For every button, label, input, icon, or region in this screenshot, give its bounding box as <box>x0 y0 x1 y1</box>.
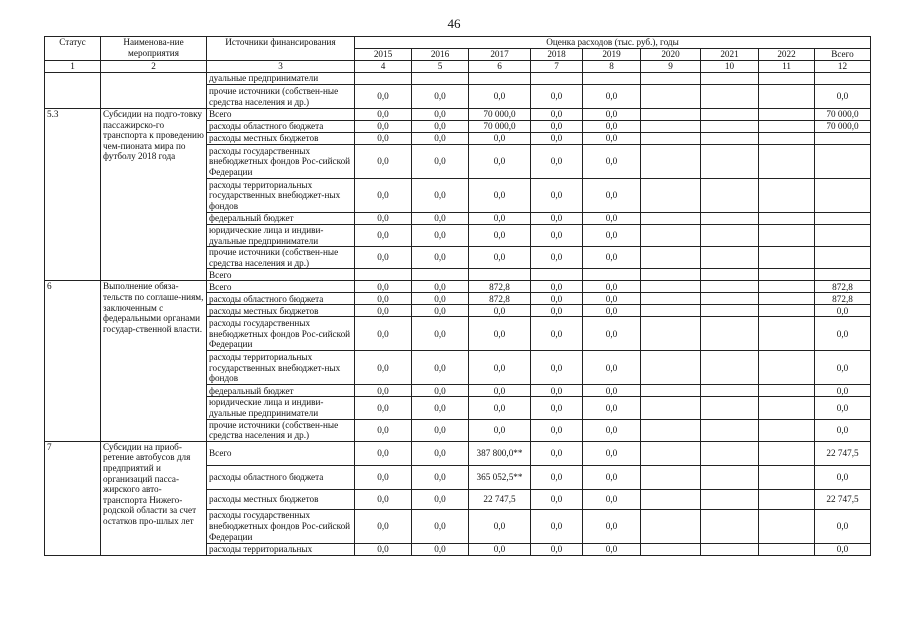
source-cell: расходы местных бюджетов <box>207 133 355 145</box>
source-cell: расходы государственных внебюджетных фондов Рос-сийской Федерации <box>207 317 355 351</box>
header-name: Наименова-ние мероприятия <box>101 37 207 61</box>
value-cell <box>815 247 871 269</box>
activity-name: Субсидии на приоб-ретение автобусов для предприятий и организаций пасса-жирского авто-транспорта Нижего-родской области за счет остатков про-шлых лет <box>101 441 207 555</box>
value-cell <box>701 145 759 179</box>
value-cell: 0,0 <box>815 85 871 109</box>
value-cell <box>641 281 701 293</box>
value-cell: 0,0 <box>412 489 469 509</box>
value-cell <box>759 121 815 133</box>
value-cell <box>641 351 701 385</box>
value-cell <box>701 489 759 509</box>
value-cell: 0,0 <box>412 121 469 133</box>
value-cell: 0,0 <box>531 509 583 543</box>
value-cell: 22 747,5 <box>815 489 871 509</box>
value-cell <box>759 317 815 351</box>
value-cell <box>701 133 759 145</box>
value-cell: 0,0 <box>412 179 469 213</box>
value-cell: 0,0 <box>583 225 641 247</box>
header-year: Всего <box>815 49 871 61</box>
value-cell <box>759 385 815 397</box>
value-cell: 0,0 <box>531 145 583 179</box>
value-cell <box>815 213 871 225</box>
value-cell <box>759 269 815 281</box>
value-cell: 0,0 <box>531 441 583 465</box>
value-cell <box>701 465 759 489</box>
column-numbers-row <box>45 61 871 73</box>
value-cell: 872,8 <box>469 281 531 293</box>
value-cell <box>701 281 759 293</box>
value-cell <box>641 489 701 509</box>
value-cell: 0,0 <box>355 385 412 397</box>
value-cell: 0,0 <box>355 489 412 509</box>
value-cell: 0,0 <box>583 441 641 465</box>
value-cell <box>641 247 701 269</box>
value-cell: 0,0 <box>583 281 641 293</box>
header-year: 2022 <box>759 49 815 61</box>
value-cell: 0,0 <box>531 121 583 133</box>
value-cell: 0,0 <box>583 509 641 543</box>
value-cell: 0,0 <box>531 419 583 441</box>
value-cell <box>759 133 815 145</box>
value-cell: 0,0 <box>355 419 412 441</box>
value-cell: 0,0 <box>531 85 583 109</box>
value-cell: 0,0 <box>412 543 469 555</box>
value-cell <box>759 281 815 293</box>
value-cell: 0,0 <box>815 465 871 489</box>
value-cell <box>759 213 815 225</box>
source-cell: Всего <box>207 281 355 293</box>
value-cell: 0,0 <box>583 351 641 385</box>
value-cell: 0,0 <box>412 397 469 419</box>
table-body <box>45 37 871 556</box>
value-cell <box>701 351 759 385</box>
value-cell: 0,0 <box>355 305 412 317</box>
value-cell: 0,0 <box>583 305 641 317</box>
value-cell: 0,0 <box>412 305 469 317</box>
value-cell <box>701 317 759 351</box>
source-cell: юридические лица и индиви-дуальные предприниматели <box>207 225 355 247</box>
value-cell: 0,0 <box>355 293 412 305</box>
value-cell: 0,0 <box>355 351 412 385</box>
column-number: 11 <box>759 61 815 73</box>
value-cell <box>355 73 412 85</box>
column-number: 8 <box>583 61 641 73</box>
value-cell: 0,0 <box>412 85 469 109</box>
value-cell: 70 000,0 <box>469 109 531 121</box>
source-cell: расходы территориальных государственных внебюджет-ных фондов <box>207 179 355 213</box>
source-cell: федеральный бюджет <box>207 213 355 225</box>
column-number: 2 <box>101 61 207 73</box>
value-cell <box>759 73 815 85</box>
value-cell <box>701 73 759 85</box>
source-cell: Всего <box>207 109 355 121</box>
value-cell <box>815 179 871 213</box>
financing-table <box>44 36 871 556</box>
value-cell: 0,0 <box>355 85 412 109</box>
value-cell <box>531 269 583 281</box>
value-cell: 0,0 <box>583 85 641 109</box>
value-cell: 0,0 <box>355 133 412 145</box>
header-year: 2015 <box>355 49 412 61</box>
table-row <box>45 281 871 293</box>
value-cell: 0,0 <box>815 419 871 441</box>
source-cell: расходы государственных внебюджетных фондов Рос-сийской Федерации <box>207 509 355 543</box>
value-cell: 0,0 <box>469 145 531 179</box>
value-cell <box>759 489 815 509</box>
value-cell <box>815 73 871 85</box>
value-cell <box>759 225 815 247</box>
value-cell: 0,0 <box>412 145 469 179</box>
header-year: 2017 <box>469 49 531 61</box>
value-cell: 0,0 <box>355 213 412 225</box>
value-cell: 387 800,0** <box>469 441 531 465</box>
value-cell <box>641 133 701 145</box>
value-cell <box>641 465 701 489</box>
value-cell <box>641 145 701 179</box>
value-cell: 70 000,0 <box>815 109 871 121</box>
value-cell <box>759 293 815 305</box>
value-cell <box>469 73 531 85</box>
value-cell: 0,0 <box>815 385 871 397</box>
source-cell: расходы местных бюджетов <box>207 489 355 509</box>
value-cell <box>759 247 815 269</box>
value-cell <box>759 351 815 385</box>
value-cell: 0,0 <box>469 305 531 317</box>
status-cell: 7 <box>45 441 101 555</box>
column-number: 12 <box>815 61 871 73</box>
value-cell: 0,0 <box>815 509 871 543</box>
value-cell <box>641 317 701 351</box>
value-cell: 0,0 <box>531 465 583 489</box>
value-cell: 0,0 <box>815 317 871 351</box>
value-cell <box>641 419 701 441</box>
header-estimate: Оценка расходов (тыс. руб.), годы <box>355 37 871 49</box>
value-cell <box>701 179 759 213</box>
value-cell <box>759 419 815 441</box>
source-cell: расходы областного бюджета <box>207 465 355 489</box>
source-cell: дуальные предприниматели <box>207 73 355 85</box>
value-cell: 872,8 <box>815 281 871 293</box>
value-cell <box>815 145 871 179</box>
value-cell: 0,0 <box>412 213 469 225</box>
value-cell <box>815 133 871 145</box>
value-cell: 0,0 <box>531 247 583 269</box>
value-cell <box>641 293 701 305</box>
value-cell: 0,0 <box>412 441 469 465</box>
value-cell: 0,0 <box>469 133 531 145</box>
value-cell <box>701 543 759 555</box>
value-cell <box>641 179 701 213</box>
value-cell <box>815 225 871 247</box>
value-cell: 0,0 <box>412 317 469 351</box>
value-cell: 0,0 <box>469 351 531 385</box>
value-cell <box>701 269 759 281</box>
source-cell: прочие источники (собствен-ные средства населения и др.) <box>207 419 355 441</box>
status-cell <box>45 73 101 109</box>
column-number: 1 <box>45 61 101 73</box>
value-cell: 0,0 <box>815 351 871 385</box>
value-cell <box>701 305 759 317</box>
value-cell <box>641 225 701 247</box>
value-cell <box>701 85 759 109</box>
value-cell <box>759 397 815 419</box>
value-cell <box>641 397 701 419</box>
table-row <box>45 73 871 85</box>
value-cell: 0,0 <box>412 465 469 489</box>
value-cell: 0,0 <box>531 305 583 317</box>
value-cell <box>641 543 701 555</box>
value-cell <box>641 85 701 109</box>
value-cell: 0,0 <box>583 385 641 397</box>
value-cell: 0,0 <box>355 397 412 419</box>
column-number: 7 <box>531 61 583 73</box>
value-cell <box>701 509 759 543</box>
table-row <box>45 109 871 121</box>
value-cell: 872,8 <box>815 293 871 305</box>
header-year: 2019 <box>583 49 641 61</box>
status-cell: 6 <box>45 281 101 441</box>
source-cell: прочие источники (собствен-ные средства населения и др.) <box>207 247 355 269</box>
header-year: 2020 <box>641 49 701 61</box>
value-cell <box>701 293 759 305</box>
page-number: 46 <box>447 16 461 31</box>
value-cell: 0,0 <box>531 385 583 397</box>
column-number: 6 <box>469 61 531 73</box>
value-cell: 0,0 <box>531 489 583 509</box>
value-cell <box>641 509 701 543</box>
value-cell <box>815 269 871 281</box>
value-cell: 0,0 <box>583 489 641 509</box>
value-cell: 0,0 <box>469 543 531 555</box>
value-cell: 0,0 <box>815 397 871 419</box>
value-cell: 70 000,0 <box>815 121 871 133</box>
value-cell: 0,0 <box>469 385 531 397</box>
source-cell: прочие источники (собствен-ные средства населения и др.) <box>207 85 355 109</box>
value-cell <box>759 465 815 489</box>
value-cell: 0,0 <box>355 509 412 543</box>
value-cell <box>701 247 759 269</box>
value-cell: 0,0 <box>583 133 641 145</box>
value-cell: 0,0 <box>815 543 871 555</box>
value-cell <box>759 509 815 543</box>
value-cell: 0,0 <box>583 397 641 419</box>
value-cell: 0,0 <box>412 225 469 247</box>
value-cell: 0,0 <box>583 293 641 305</box>
column-number: 10 <box>701 61 759 73</box>
value-cell: 0,0 <box>583 145 641 179</box>
value-cell: 0,0 <box>355 317 412 351</box>
value-cell: 0,0 <box>531 317 583 351</box>
value-cell: 22 747,5 <box>815 441 871 465</box>
table-row <box>45 441 871 465</box>
value-cell: 0,0 <box>469 179 531 213</box>
value-cell <box>759 543 815 555</box>
value-cell: 365 052,5** <box>469 465 531 489</box>
value-cell: 872,8 <box>469 293 531 305</box>
value-cell: 0,0 <box>355 441 412 465</box>
value-cell: 0,0 <box>355 465 412 489</box>
activity-name <box>101 73 207 109</box>
value-cell <box>759 179 815 213</box>
value-cell <box>701 441 759 465</box>
value-cell: 0,0 <box>531 133 583 145</box>
source-cell: юридические лица и индиви-дуальные предприниматели <box>207 397 355 419</box>
value-cell: 0,0 <box>469 213 531 225</box>
value-cell: 0,0 <box>531 225 583 247</box>
value-cell: 0,0 <box>355 225 412 247</box>
value-cell: 0,0 <box>531 109 583 121</box>
value-cell: 0,0 <box>355 109 412 121</box>
value-cell <box>701 397 759 419</box>
value-cell: 22 747,5 <box>469 489 531 509</box>
source-cell: Всего <box>207 441 355 465</box>
value-cell: 70 000,0 <box>469 121 531 133</box>
value-cell: 0,0 <box>412 419 469 441</box>
header-row <box>45 37 871 49</box>
column-number: 5 <box>412 61 469 73</box>
value-cell: 0,0 <box>412 385 469 397</box>
source-cell: расходы территориальных государственных внебюджет-ных фондов <box>207 351 355 385</box>
value-cell: 0,0 <box>469 397 531 419</box>
value-cell <box>641 441 701 465</box>
value-cell <box>412 269 469 281</box>
value-cell <box>531 73 583 85</box>
value-cell <box>701 419 759 441</box>
header-year: 2021 <box>701 49 759 61</box>
value-cell <box>759 441 815 465</box>
source-cell: расходы государственных внебюджетных фондов Рос-сийской Федерации <box>207 145 355 179</box>
value-cell: 0,0 <box>469 247 531 269</box>
value-cell <box>759 145 815 179</box>
value-cell: 0,0 <box>583 247 641 269</box>
value-cell: 0,0 <box>355 145 412 179</box>
value-cell <box>701 109 759 121</box>
value-cell <box>701 225 759 247</box>
value-cell: 0,0 <box>531 543 583 555</box>
activity-name: Выполнение обяза-тельств по соглаше-ниям, заключенным с федеральными органами государ-ственной власти. <box>101 281 207 441</box>
activity-name: Субсидии на подго-товку пассажирско-го транспорта к проведению чем-пионата мира по футболу 2018 года <box>101 109 207 281</box>
value-cell: 0,0 <box>469 509 531 543</box>
value-cell: 0,0 <box>531 179 583 213</box>
value-cell: 0,0 <box>583 121 641 133</box>
value-cell <box>583 73 641 85</box>
value-cell: 0,0 <box>583 213 641 225</box>
value-cell <box>759 109 815 121</box>
value-cell: 0,0 <box>583 109 641 121</box>
value-cell <box>412 73 469 85</box>
value-cell: 0,0 <box>583 419 641 441</box>
value-cell: 0,0 <box>412 109 469 121</box>
value-cell: 0,0 <box>355 543 412 555</box>
value-cell: 0,0 <box>583 543 641 555</box>
header-year: 2018 <box>531 49 583 61</box>
value-cell: 0,0 <box>531 351 583 385</box>
value-cell: 0,0 <box>531 281 583 293</box>
value-cell: 0,0 <box>469 317 531 351</box>
value-cell: 0,0 <box>412 247 469 269</box>
value-cell <box>583 269 641 281</box>
value-cell <box>641 109 701 121</box>
column-number: 3 <box>207 61 355 73</box>
value-cell: 0,0 <box>531 213 583 225</box>
value-cell <box>641 73 701 85</box>
value-cell <box>469 269 531 281</box>
column-number: 9 <box>641 61 701 73</box>
source-cell: федеральный бюджет <box>207 385 355 397</box>
value-cell: 0,0 <box>583 317 641 351</box>
status-cell: 5.3 <box>45 109 101 281</box>
source-cell: расходы областного бюджета <box>207 293 355 305</box>
value-cell <box>641 213 701 225</box>
header-year: 2016 <box>412 49 469 61</box>
header-sources: Источники финансирования <box>207 37 355 61</box>
value-cell <box>355 269 412 281</box>
value-cell: 0,0 <box>531 293 583 305</box>
value-cell <box>701 385 759 397</box>
value-cell: 0,0 <box>583 465 641 489</box>
value-cell: 0,0 <box>355 247 412 269</box>
source-cell: расходы территориальных <box>207 543 355 555</box>
value-cell <box>641 385 701 397</box>
value-cell <box>641 121 701 133</box>
source-cell: расходы областного бюджета <box>207 121 355 133</box>
value-cell <box>759 85 815 109</box>
value-cell: 0,0 <box>355 179 412 213</box>
value-cell: 0,0 <box>815 305 871 317</box>
header-status: Статус <box>45 37 101 61</box>
value-cell <box>701 213 759 225</box>
value-cell <box>759 305 815 317</box>
value-cell: 0,0 <box>583 179 641 213</box>
value-cell: 0,0 <box>531 397 583 419</box>
value-cell: 0,0 <box>355 121 412 133</box>
source-cell: расходы местных бюджетов <box>207 305 355 317</box>
value-cell: 0,0 <box>469 85 531 109</box>
value-cell: 0,0 <box>469 419 531 441</box>
value-cell: 0,0 <box>412 509 469 543</box>
value-cell: 0,0 <box>412 351 469 385</box>
value-cell: 0,0 <box>469 225 531 247</box>
value-cell: 0,0 <box>412 133 469 145</box>
value-cell: 0,0 <box>412 281 469 293</box>
value-cell <box>701 121 759 133</box>
value-cell: 0,0 <box>412 293 469 305</box>
value-cell <box>641 305 701 317</box>
source-cell: Всего <box>207 269 355 281</box>
value-cell: 0,0 <box>355 281 412 293</box>
value-cell <box>641 269 701 281</box>
column-number: 4 <box>355 61 412 73</box>
